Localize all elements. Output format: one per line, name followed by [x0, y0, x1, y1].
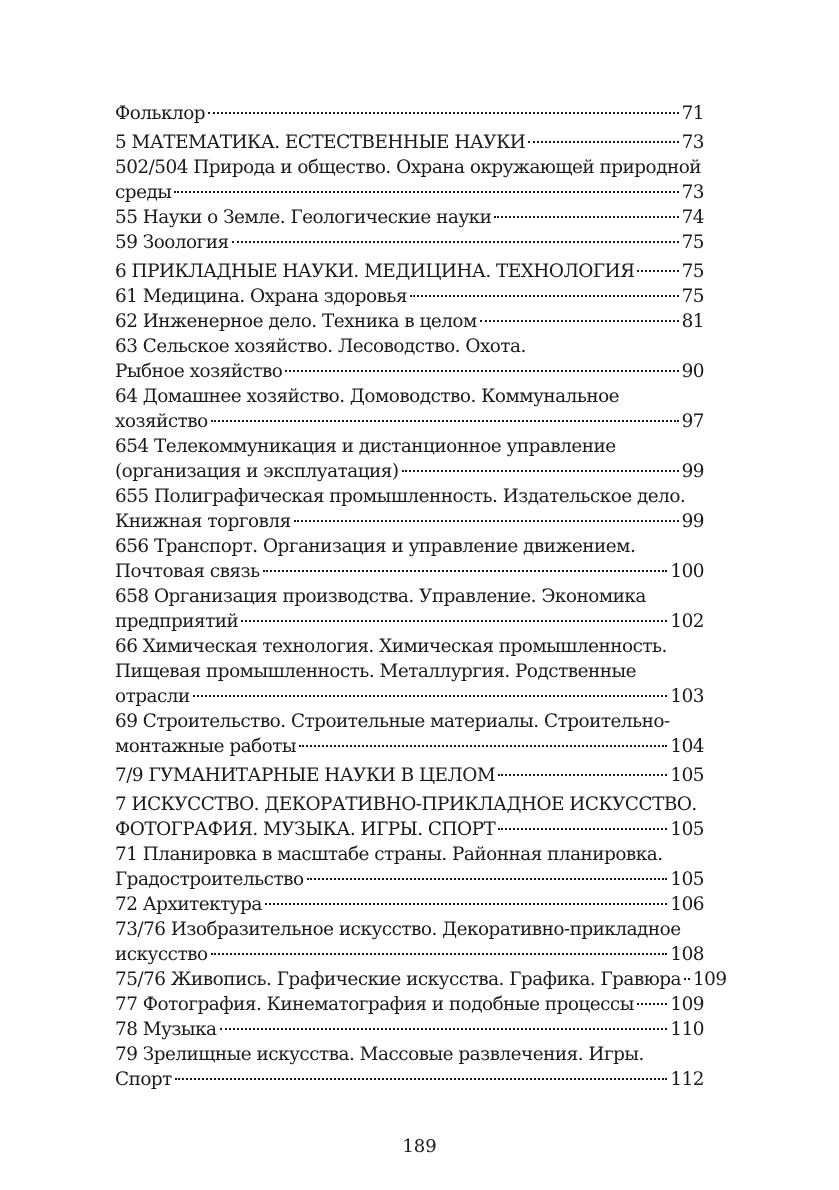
- toc-entry-row: [115, 817, 704, 842]
- toc-entry-title-line: 63 Сельское хозяйство. Лесоводство. Охота.: [115, 336, 526, 357]
- dot-leader: [637, 1003, 668, 1005]
- toc-entry: [115, 259, 704, 284]
- toc-entry: [115, 967, 727, 992]
- toc-entry-page: 103: [670, 686, 704, 707]
- toc-entry-title: 59 Зоология: [115, 232, 229, 253]
- table-of-contents: [115, 101, 727, 1092]
- toc-entry: [115, 763, 704, 788]
- toc-entry: [115, 709, 704, 759]
- dot-leader: [307, 878, 668, 880]
- toc-entry-title-line: 656 Транспорт. Организация и управление движением.: [115, 536, 636, 557]
- dot-leader: [285, 370, 678, 372]
- dot-leader: [410, 295, 679, 297]
- toc-entry-page: 109: [692, 969, 727, 990]
- toc-entry-title-line: 654 Телекоммуникация и дистанционное управление: [115, 436, 616, 457]
- toc-entry-row: [115, 509, 704, 534]
- toc-entry-row: [115, 1067, 704, 1092]
- toc-entry-title: 77 Фотография. Кинематография и подобные процессы: [115, 994, 634, 1015]
- toc-entry-title-line: 7 ИСКУССТВО. ДЕКОРАТИВНО-ПРИКЛАДНОЕ ИСКУССТВО.: [115, 794, 697, 815]
- toc-entry-title: монтажные работы: [115, 736, 297, 757]
- toc-entry: [115, 534, 704, 584]
- dot-leader: [211, 420, 679, 422]
- toc-entry-title: Градостроительство: [115, 869, 304, 890]
- toc-entry: [115, 584, 704, 634]
- toc-entry-title: 72 Архитектура: [115, 894, 262, 915]
- toc-entry-title: Фольклор: [115, 103, 206, 124]
- toc-entry-page: 99: [681, 461, 704, 482]
- dot-leader: [402, 470, 679, 472]
- dot-leader: [498, 774, 667, 776]
- dot-leader: [637, 270, 678, 272]
- toc-entry-title: 55 Науки о Земле. Геологические науки: [115, 207, 492, 228]
- toc-entry-title: Рыбное хозяйство: [115, 361, 283, 382]
- toc-entry-page: 73: [681, 132, 704, 153]
- toc-entry-page: 109: [670, 994, 704, 1015]
- toc-entry-title: 78 Музыка: [115, 1019, 217, 1040]
- toc-entry-title: 61 Медицина. Охрана здоровья: [115, 286, 408, 307]
- toc-entry-row: [115, 459, 704, 484]
- toc-entry-title: ФОТОГРАФИЯ. МУЗЫКА. ИГРЫ. СПОРТ: [115, 819, 496, 840]
- toc-entry-page: 75: [681, 232, 704, 253]
- dot-leader: [480, 320, 679, 322]
- toc-entry: [115, 634, 704, 709]
- dot-leader: [684, 978, 690, 980]
- toc-entry-page: 81: [681, 311, 704, 332]
- toc-entry-page: 75: [681, 261, 704, 282]
- dot-leader: [294, 520, 679, 522]
- toc-entry: [115, 130, 704, 155]
- toc-entry-page: 105: [670, 819, 704, 840]
- toc-entry: [115, 230, 704, 255]
- toc-entry-row: [115, 684, 704, 709]
- toc-entry-title-line: 502/504 Природа и общество. Охрана окружающей природной: [115, 157, 702, 178]
- toc-entry: [115, 842, 704, 892]
- toc-entry-title: отрасли: [115, 686, 190, 707]
- toc-entry-title-line: 658 Организация производства. Управление. Экономика: [115, 586, 646, 607]
- toc-entry-title-line: 73/76 Изобразительное искусство. Декоративно-прикладное: [115, 919, 681, 940]
- toc-entry-title-line: 69 Строительство. Строительные материалы. Строительно-: [115, 711, 670, 732]
- toc-entry-page: 112: [670, 1069, 704, 1090]
- toc-entry-row: [115, 992, 704, 1017]
- dot-leader: [220, 1028, 668, 1030]
- toc-entry-title: Почтовая связь: [115, 561, 260, 582]
- toc-entry-page: 105: [670, 765, 704, 786]
- toc-entry-title: Книжная торговля: [115, 511, 291, 532]
- toc-entry-page: 75: [681, 286, 704, 307]
- toc-entry: [115, 434, 704, 484]
- dot-leader: [299, 745, 667, 747]
- toc-entry-title-line: 655 Полиграфическая промышленность. Издательское дело.: [115, 486, 686, 507]
- dot-leader: [263, 570, 668, 572]
- toc-entry-title-line: 66 Химическая технология. Химическая промышленность.: [115, 636, 667, 657]
- toc-entry-page: 104: [670, 736, 704, 757]
- toc-entry: [115, 1042, 704, 1092]
- dot-leader: [528, 141, 678, 143]
- toc-entry-row: [115, 309, 704, 334]
- dot-leader: [175, 1078, 668, 1080]
- toc-entry-row: [115, 359, 704, 384]
- toc-entry-title: среды: [115, 182, 172, 203]
- dot-leader: [265, 903, 668, 905]
- toc-entry-row: [115, 101, 704, 126]
- toc-entry-row: [115, 734, 704, 759]
- toc-entry-row: [115, 130, 704, 155]
- toc-entry-title-line: 64 Домашнее хозяйство. Домоводство. Коммунальное: [115, 386, 620, 407]
- page-number: 189: [402, 1136, 437, 1157]
- toc-entry: [115, 284, 704, 309]
- toc-entry: [115, 155, 704, 205]
- toc-entry-row: [115, 942, 704, 967]
- toc-entry-title-line: Пищевая промышленность. Металлургия. Родственные: [115, 661, 637, 682]
- toc-entry: [115, 484, 704, 534]
- toc-entry-page: 71: [681, 103, 704, 124]
- toc-entry-page: 90: [681, 361, 704, 382]
- toc-entry: [115, 309, 704, 334]
- toc-entry-title: 7/9 ГУМАНИТАРНЫЕ НАУКИ В ЦЕЛОМ: [115, 765, 496, 786]
- toc-entry: [115, 334, 704, 384]
- dot-leader: [174, 191, 678, 193]
- toc-entry: [115, 101, 704, 126]
- toc-entry: [115, 384, 704, 434]
- toc-entry-row: [115, 205, 704, 230]
- toc-entry-row: [115, 409, 704, 434]
- dot-leader: [193, 695, 668, 697]
- toc-entry-row: [115, 1017, 704, 1042]
- toc-entry-page: 102: [670, 611, 704, 632]
- toc-entry-page: 97: [681, 411, 704, 432]
- toc-entry-page: 105: [670, 869, 704, 890]
- toc-entry-title: Спорт: [115, 1069, 172, 1090]
- dot-leader: [241, 620, 667, 622]
- toc-entry: [115, 792, 704, 842]
- toc-entry-page: 110: [670, 1019, 704, 1040]
- toc-entry-row: [115, 609, 704, 634]
- toc-entry: [115, 205, 704, 230]
- toc-entry-title: 62 Инженерное дело. Техника в целом: [115, 311, 477, 332]
- toc-entry-row: [115, 867, 704, 892]
- toc-entry-page: 106: [670, 894, 704, 915]
- toc-entry-title: (организация и эксплуатация): [115, 461, 399, 482]
- toc-entry: [115, 992, 704, 1017]
- toc-entry-title-line: 71 Планировка в масштабе страны. Районная планировка.: [115, 844, 663, 865]
- toc-entry-row: [115, 284, 704, 309]
- toc-entry-row: [115, 559, 704, 584]
- toc-entry-row: [115, 763, 704, 788]
- toc-entry-row: [115, 259, 704, 284]
- toc-entry-title: предприятий: [115, 611, 239, 632]
- toc-entry-title: 6 ПРИКЛАДНЫЕ НАУКИ. МЕДИЦИНА. ТЕХНОЛОГИЯ: [115, 261, 635, 282]
- toc-entry-page: 100: [670, 561, 704, 582]
- toc-entry-row: [115, 967, 727, 992]
- toc-entry-title-line: 79 Зрелищные искусства. Массовые развлечения. Игры.: [115, 1044, 644, 1065]
- toc-entry-page: 108: [670, 944, 704, 965]
- toc-entry-title: 5 МАТЕМАТИКА. ЕСТЕСТВЕННЫЕ НАУКИ: [115, 132, 526, 153]
- toc-entry-row: [115, 892, 704, 917]
- dot-leader: [211, 953, 668, 955]
- toc-entry-row: [115, 230, 704, 255]
- toc-entry-row: [115, 180, 704, 205]
- toc-entry-page: 74: [681, 207, 704, 228]
- dot-leader: [232, 241, 679, 243]
- toc-entry-title: 75/76 Живопись. Графические искусства. Графика. Гравюра: [115, 969, 681, 990]
- toc-entry: [115, 1017, 704, 1042]
- toc-entry: [115, 892, 704, 917]
- dot-leader: [498, 828, 667, 830]
- dot-leader: [208, 112, 679, 114]
- toc-entry-page: 99: [681, 511, 704, 532]
- toc-entry: [115, 917, 704, 967]
- toc-entry-title: хозяйство: [115, 411, 208, 432]
- dot-leader: [494, 216, 678, 218]
- toc-entry-page: 73: [681, 182, 704, 203]
- toc-entry-title: искусство: [115, 944, 208, 965]
